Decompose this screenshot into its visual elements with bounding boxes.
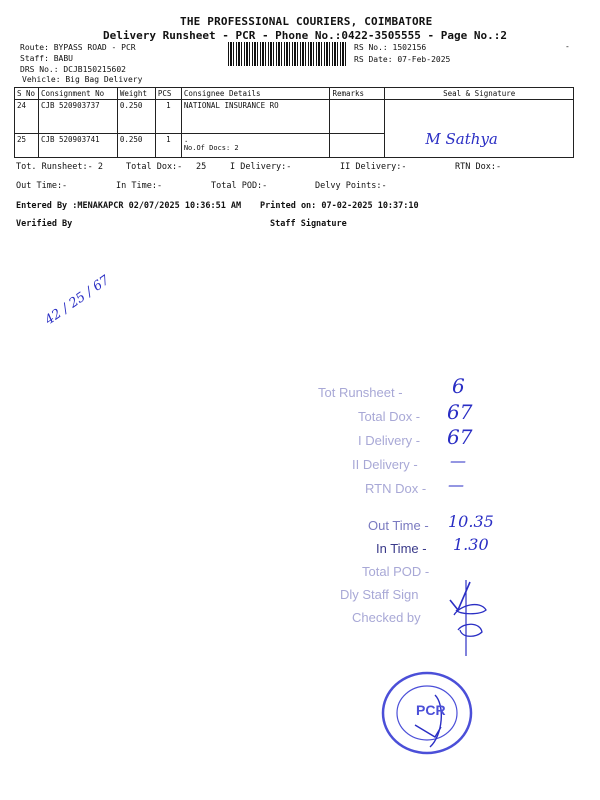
table-row bbox=[15, 100, 574, 134]
out-time: Out Time:- bbox=[16, 181, 68, 191]
total-dox-label: Total Dox:- bbox=[126, 162, 183, 172]
stamp-rtn-dox-label: RTN Dox - bbox=[365, 481, 427, 496]
verified-by: Verified By bbox=[16, 219, 73, 229]
stamp-total-dox-label: Total Dox - bbox=[358, 409, 421, 424]
cell-sno: 24 bbox=[15, 100, 39, 134]
stamp-runsheet-value: 6 bbox=[452, 374, 465, 398]
cell-signature bbox=[385, 100, 574, 158]
col-consignee: Consignee Details bbox=[181, 88, 330, 100]
tot-runsheet: Tot. Runsheet:- 2 bbox=[16, 162, 103, 172]
printed-on: Printed on: 07-02-2025 10:37:10 bbox=[260, 201, 419, 211]
total-pod: Total POD:- bbox=[211, 181, 268, 191]
col-weight: Weight bbox=[117, 88, 155, 100]
col-signature: Seal & Signature bbox=[385, 88, 574, 100]
stamp-total-dox-value: 67 bbox=[447, 400, 473, 424]
stamp-runsheet-label: Tot Runsheet - bbox=[318, 385, 403, 400]
stamp-in-time-value: 1.30 bbox=[453, 535, 489, 554]
handwritten-calculation: 42 / 25 / 67 bbox=[42, 272, 113, 329]
delvy-points: Delvy Points:- bbox=[315, 181, 387, 191]
cell-pcs: 1 bbox=[155, 100, 181, 134]
stamp-out-time-label: Out Time - bbox=[368, 518, 429, 533]
cell-pcs: 1 bbox=[155, 134, 181, 158]
company-title: THE PROFESSIONAL COURIERS, COIMBATORE bbox=[180, 15, 433, 28]
cell-weight: 0.250 bbox=[117, 100, 155, 134]
cell-consignee bbox=[181, 134, 330, 158]
col-pcs: PCS bbox=[155, 88, 181, 100]
stamp-ii-delivery-value: — bbox=[450, 451, 466, 470]
cell-consignee: NATIONAL INSURANCE RO bbox=[181, 100, 330, 134]
col-remarks: Remarks bbox=[330, 88, 385, 100]
stamp-out-time-value: 10.35 bbox=[448, 512, 494, 531]
consignee-text: . bbox=[183, 135, 189, 144]
drs-number: DRS No.: DCJB150215602 bbox=[20, 65, 126, 74]
route-text: Route: BYPASS ROAD - PCR bbox=[20, 43, 136, 52]
stamp-checked-by-label: Checked by bbox=[352, 610, 421, 625]
entered-by: Entered By :MENAKAPCR 02/07/2025 10:36:51 AM bbox=[16, 201, 242, 211]
col-consignment: Consignment No bbox=[38, 88, 117, 100]
cell-consignment: CJB 520903737 bbox=[38, 100, 117, 134]
runsheet-table bbox=[14, 87, 574, 158]
stamp-i-delivery-label: I Delivery - bbox=[358, 433, 421, 448]
col-sno: S No bbox=[15, 88, 39, 100]
staff-signature-label: Staff Signature bbox=[270, 219, 347, 229]
rtn-dox: RTN Dox:- bbox=[455, 162, 502, 172]
rs-number: RS No.: 1502156 bbox=[354, 43, 427, 52]
stamp-rtn-dox-value: — bbox=[448, 475, 464, 494]
cell-remarks bbox=[330, 134, 385, 158]
cell-remarks bbox=[330, 100, 385, 134]
vehicle-text: Vehicle: Big Bag Delivery bbox=[22, 75, 143, 84]
in-time: In Time:- bbox=[116, 181, 163, 191]
stamp-in-time-label: In Time - bbox=[376, 541, 427, 556]
stamp-i-delivery-value: 67 bbox=[447, 425, 473, 449]
docs-count: No.Of Docs: 2 bbox=[183, 144, 239, 152]
ii-delivery: II Delivery:- bbox=[340, 162, 407, 172]
handwritten-signature: M Sathya bbox=[425, 130, 498, 148]
total-dox-value: 25 bbox=[196, 162, 207, 172]
rs-date: RS Date: 07-Feb-2025 bbox=[354, 55, 451, 64]
barcode-image bbox=[228, 42, 348, 66]
cell-weight: 0.250 bbox=[117, 134, 155, 158]
i-delivery: I Delivery:- bbox=[230, 162, 292, 172]
handwritten-checkmarks bbox=[440, 560, 500, 660]
table-header-row bbox=[15, 88, 574, 100]
stamp-dly-staff-label: Dly Staff Sign bbox=[340, 587, 419, 602]
cell-consignment: CJB 520903741 bbox=[38, 134, 117, 158]
runsheet-subtitle: Delivery Runsheet - PCR - Phone No.:0422-3505555 - Page No.:2 bbox=[103, 29, 507, 42]
cell-sno: 25 bbox=[15, 134, 39, 158]
header-dash: - bbox=[565, 42, 570, 51]
stamp-total-pod-label: Total POD - bbox=[362, 564, 430, 579]
seal-text: PCR bbox=[416, 702, 446, 718]
staff-text: Staff: BABU bbox=[20, 54, 73, 63]
stamp-ii-delivery-label: II Delivery - bbox=[352, 457, 418, 472]
